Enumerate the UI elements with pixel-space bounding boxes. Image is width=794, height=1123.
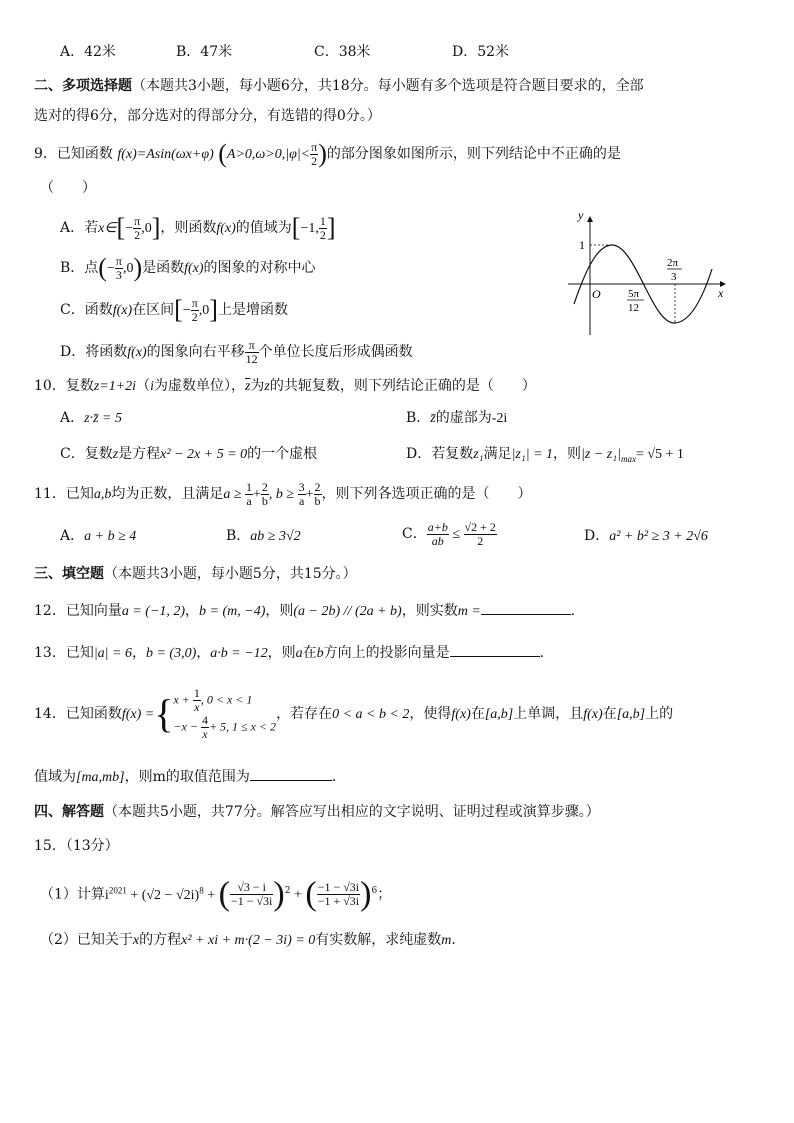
section4-header: 四、解答题（本题共5小题，共77分。解答应写出相应的文字说明、证明过程或演算步骤。） bbox=[34, 804, 600, 820]
q13: 13．已知|a| = 6，b = (3,0)，a·b = −12，则a在b方向上的投影向量是 . bbox=[34, 642, 544, 664]
q12-blank[interactable] bbox=[481, 600, 571, 615]
q9-text-b: 的部分图象如图所示，则下列结论中不正确的是 bbox=[326, 146, 621, 162]
q13-blank[interactable] bbox=[450, 642, 540, 657]
q15-title: 15．（13分） bbox=[34, 838, 119, 854]
q10-stem: 10．复数z=1+2i（i为虚数单位），$\overline{z}$为z的共轭复数，则下列结论正确的是（ ） bbox=[34, 378, 536, 394]
q9-number: 9． bbox=[34, 146, 57, 162]
q15-part2: （2）已知关于x的方程x² + xi + m·(2 − 3i) = 0有实数解，求纯虚数m. bbox=[40, 932, 456, 948]
q14-blank[interactable] bbox=[250, 766, 332, 781]
q11-option-a: A．a + b ≥ 4 bbox=[60, 528, 137, 544]
q8-option-b: B．47米 bbox=[176, 44, 233, 60]
q10-option-d: D．若复数z₁满足|z₁| = 1，则$|z - z_1|_{max}= √5 + 1$ bbox=[406, 446, 684, 464]
q9-option-a: A．若x∈[− $\frac{\pi}{2}$ ,0]，则函数f(x)的值域为[−1, $\frac{1}{2}$ ] bbox=[60, 213, 336, 242]
q11-stem: 11．已知a,b均为正数，且满足a ≥ $\frac{1}{a}$ + $\frac{2}{b}$ , b ≥ $\frac{3}{a}$ + $\frac{2}{b}$ ，则下列各选项正确的是（ ） bbox=[34, 479, 532, 508]
section2-desc-2: 选对的得6分，部分选对的得部分分，有选错的得0分。） bbox=[34, 108, 381, 124]
q9-condition: A>0,ω>0,|φ|< bbox=[226, 147, 311, 162]
q9-text: 已知函数 bbox=[56, 146, 113, 162]
max-label: 1 bbox=[579, 238, 585, 252]
q10-option-b: B．z̄的虚部为-2i bbox=[406, 410, 508, 426]
q9-option-c: C．函数f(x)在区间[− $\frac{\pi}{2}$ ,0]上是增函数 bbox=[60, 295, 288, 324]
q14-line2: 值域为[ma,mb]，则m的取值范围为 . bbox=[34, 766, 336, 788]
y-label: y bbox=[578, 208, 584, 222]
q9-graph bbox=[560, 205, 735, 340]
q10-option-c: C．复数z是方程x² − 2x + 5 = 0的一个虚根 bbox=[60, 446, 318, 462]
section2-desc: （本题共3小题，每小题6分，共18分。每小题有多个选项是符合题目要求的，全部 bbox=[132, 78, 644, 94]
q12: 12．已知向量a = (−1, 2)，b = (m, −4)，则(a − 2b) // (2a + b)，则实数m = . bbox=[34, 600, 575, 622]
q9-pi-half: $\frac{\pi}{2}$ bbox=[311, 139, 318, 168]
section2-header bbox=[34, 76, 644, 96]
q9-formula: f(x)=Asin(ωx+φ) bbox=[117, 147, 214, 162]
q11-option-b: B．ab ≥ 3√2 bbox=[226, 528, 301, 544]
q15-part1: （1）计算$i^{2021} + (√2 - √2i)^8$ + ( $\frac{√3 - i}{-1 - √3i}$ )$^2$ + ( $\frac{-1 - √3i}{-1 + √3i}$ )$^6$； bbox=[40, 875, 392, 913]
q11-option-c: C． $\frac{a+b}{ab}$ ≤ $\frac{√2 + 2}{2}$ bbox=[402, 519, 496, 548]
q10-option-a: A．z·z̄ = 5 bbox=[60, 410, 122, 426]
q14-piecewise: x + $\frac{1}{x}$ , 0 < x < 1 −x − $\frac{4}{x}$ + 5, 1 ≤ x < 2 bbox=[173, 686, 277, 741]
x-label: x bbox=[718, 286, 724, 300]
q9-paren: （ ） bbox=[40, 180, 96, 196]
q8-option-a: A．42米 bbox=[60, 44, 116, 60]
section3-header: 三、填空题（本题共3小题，每小题5分，共15分。） bbox=[34, 566, 357, 582]
q9-option-d: D．将函数f(x)的图象向右平移 $\frac{\pi}{12}$ 个单位长度后形成偶函数 bbox=[60, 337, 413, 366]
q11-option-d: D．a² + b² ≥ 3 + 2√6 bbox=[584, 528, 708, 544]
tick-5pi-12-den: 12 bbox=[628, 302, 639, 314]
q8-option-c: C．38米 bbox=[314, 44, 371, 60]
section2-title: 二、多项选择题 bbox=[34, 78, 132, 94]
q8-option-d: D．52米 bbox=[452, 44, 510, 60]
tick-2pi-3-den: 3 bbox=[671, 271, 677, 283]
origin-label: O bbox=[592, 287, 601, 301]
q14: 14．已知函数f(x) ={ x + $\frac{1}{x}$ , 0 < x < 1 −x − $\frac{4}{x}$ + 5, 1 ≤ x < 2 ，若存在0 < a < b < 2，使得f(x)在[a,b]上单调，且f(x)在[a,b]上的 bbox=[34, 686, 674, 741]
tick-5pi-12-num: 5π bbox=[628, 288, 640, 300]
q9-stem: 9．已知函数 f(x)=Asin(ωx+φ) (A>0,ω>0,|φ|< $\frac{\pi}{2}$ )的部分图象如图所示，则下列结论中不正确的是 bbox=[34, 139, 621, 168]
tick-2pi-3-num: 2π bbox=[667, 257, 679, 269]
q9-option-b: B．点(− $\frac{\pi}{3}$ ,0)是函数f(x)的图象的对称中心 bbox=[60, 253, 316, 282]
